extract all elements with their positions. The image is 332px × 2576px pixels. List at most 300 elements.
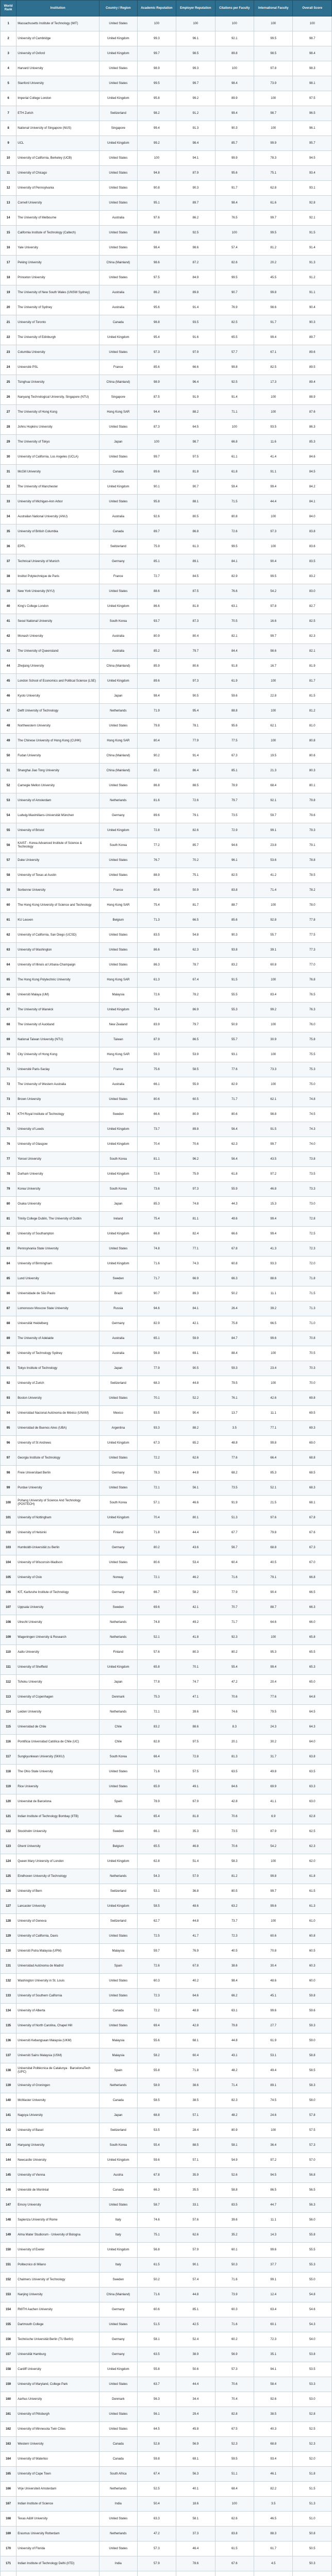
employer-reputation-cell: 93.5 <box>176 315 215 330</box>
rank-cell: 77 <box>1 1152 16 1167</box>
employer-reputation-cell: 97.5 <box>176 1735 215 1750</box>
international-faculty-cell: 87.9 <box>254 1824 293 1839</box>
country-cell: United States <box>99 853 138 868</box>
citations-cell: 67.8 <box>215 1242 254 1257</box>
citations-cell: 63.1 <box>215 2004 254 2019</box>
academic-reputation-cell: 72.6 <box>137 988 176 1003</box>
rank-cell: 31 <box>1 465 16 480</box>
table-row <box>1 958 332 973</box>
overall-score-cell: 98.4 <box>293 46 332 61</box>
citations-cell: 80.8 <box>215 510 254 524</box>
table-row <box>1 1645 332 1660</box>
overall-score-cell: 77.8 <box>293 913 332 928</box>
employer-reputation-cell: 72.8 <box>176 1750 215 1765</box>
institution-cell: Yonsei University <box>16 1152 99 1167</box>
institution-cell: University of Bristol <box>16 823 99 838</box>
country-cell: United States <box>99 868 138 883</box>
institution-cell: University of California, San Diego (UCSD) <box>16 928 99 943</box>
overall-score-cell: 92.1 <box>293 211 332 226</box>
international-faculty-cell: 99.5 <box>254 226 293 241</box>
country-cell: Japan <box>99 1675 138 1690</box>
rank-cell: 69 <box>1 1032 16 1047</box>
citations-cell: 42.8 <box>215 1794 254 1809</box>
country-cell: Argentina <box>99 1421 138 1436</box>
international-faculty-cell: 79.8 <box>254 1526 293 1540</box>
international-faculty-cell: 75.1 <box>254 166 293 181</box>
overall-score-cell <box>293 2571 332 2576</box>
academic-reputation-cell: 66.7 <box>137 1585 176 1600</box>
citations-cell: 83.8 <box>215 2527 254 2541</box>
rank-cell: 19 <box>1 285 16 300</box>
academic-reputation-cell: 52.1 <box>137 1630 176 1645</box>
overall-score-cell: 55.8 <box>293 2228 332 2243</box>
academic-reputation-cell: 55.8 <box>137 2362 176 2377</box>
table-row <box>1 465 332 480</box>
country-cell: United States <box>99 2198 138 2213</box>
citations-cell: 72.9 <box>215 823 254 838</box>
institution-cell: Duke University <box>16 853 99 868</box>
employer-reputation-cell: 36.8 <box>176 1884 215 1899</box>
country-cell: United States <box>99 196 138 211</box>
academic-reputation-cell: 99.4 <box>137 121 176 136</box>
citations-cell: 50.9 <box>215 1018 254 1032</box>
table-row <box>1 1003 332 1018</box>
overall-score-cell: 63.8 <box>293 1750 332 1765</box>
employer-reputation-cell: 40.1 <box>176 2482 215 2497</box>
overall-score-cell: 55.5 <box>293 2243 332 2258</box>
column-header: Academic Reputation <box>137 1 176 16</box>
international-faculty-cell: 99.4 <box>254 1212 293 1227</box>
rank-cell: 91 <box>1 1361 16 1376</box>
overall-score-cell: 78.0 <box>293 898 332 913</box>
academic-reputation-cell: 100 <box>137 435 176 450</box>
table-row <box>1 674 332 689</box>
country-cell: Australia <box>99 1346 138 1361</box>
citations-cell: 70.6 <box>215 2377 254 2392</box>
rank-cell: 122 <box>1 1824 16 1839</box>
international-faculty-cell: 100 <box>254 2123 293 2138</box>
table-row <box>1 405 332 420</box>
country-cell: France <box>99 569 138 584</box>
rank-cell: 113 <box>1 1690 16 1705</box>
rank-cell: 7 <box>1 106 16 121</box>
overall-score-cell: 97.5 <box>293 91 332 106</box>
academic-reputation-cell: 51.5 <box>137 2317 176 2332</box>
citations-cell: 38.6 <box>215 1959 254 1974</box>
employer-reputation-cell: 96.1 <box>176 31 215 46</box>
rank-cell: 165 <box>1 2467 16 2482</box>
institution-cell: Sapienza University of Rome <box>16 2213 99 2228</box>
rank-cell: 144 <box>1 2153 16 2168</box>
overall-score-cell: 76.8 <box>293 973 332 988</box>
citations-cell: 99.5 <box>215 539 254 554</box>
rank-cell: 94 <box>1 1406 16 1421</box>
institution-cell: Ludwig-Maximilians-Universität München <box>16 808 99 823</box>
academic-reputation-cell: 99.5 <box>137 76 176 91</box>
academic-reputation-cell: 62.7 <box>137 1914 176 1929</box>
citations-cell: 83.8 <box>215 883 254 898</box>
overall-score-cell: 54.6 <box>293 2302 332 2317</box>
employer-reputation-cell: 43.6 <box>176 1540 215 1555</box>
country-cell: New Zealand <box>99 1018 138 1032</box>
academic-reputation-cell: 66.6 <box>137 1107 176 1122</box>
employer-reputation-cell: 79.1 <box>176 808 215 823</box>
country-cell: Germany <box>99 2302 138 2317</box>
citations-cell: 71.5 <box>215 495 254 510</box>
rank-cell: 40 <box>1 599 16 614</box>
academic-reputation-cell: 92.6 <box>137 510 176 524</box>
table-row <box>1 2078 332 2093</box>
rank-cell: 133 <box>1 1989 16 2004</box>
overall-score-cell: 61.3 <box>293 1899 332 1914</box>
international-faculty-cell: 30.2 <box>254 1735 293 1750</box>
country-cell: India <box>99 1809 138 1824</box>
country-cell: United Kingdom <box>99 1854 138 1869</box>
overall-score-cell: 58.0 <box>293 2093 332 2108</box>
institution-cell: University of Cape Town <box>16 2467 99 2482</box>
overall-score-cell: 62.0 <box>293 1854 332 1869</box>
institution-cell: Sorbonne University <box>16 883 99 898</box>
table-row <box>1 1242 332 1257</box>
overall-score-cell: 98.7 <box>293 31 332 46</box>
rank-cell: 18 <box>1 270 16 285</box>
employer-reputation-cell: 44.8 <box>176 1914 215 1929</box>
table-row <box>1 1137 332 1152</box>
institution-cell: Universiti Putra Malaysia (UPM) <box>16 1944 99 1959</box>
overall-score-cell: 89.4 <box>293 375 332 390</box>
institution-cell: The University of Auckland <box>16 1018 99 1032</box>
overall-score-cell: 60.5 <box>293 1944 332 1959</box>
country-cell: United Kingdom <box>99 1660 138 1675</box>
table-row <box>1 1421 332 1436</box>
institution-cell: Universitat Politècnica de Catalunya · BarcelonaTech (UPC) <box>16 2063 99 2078</box>
table-row <box>1 1839 332 1854</box>
rank-cell <box>1 2571 16 2576</box>
citations-cell: 91.4 <box>215 390 254 405</box>
overall-score-cell: 68.3 <box>293 1481 332 1496</box>
overall-score-cell: 76.5 <box>293 988 332 1003</box>
employer-reputation-cell: 89.7 <box>176 196 215 211</box>
international-faculty-cell: 88.6 <box>254 1272 293 1286</box>
table-row <box>1 315 332 330</box>
country-cell: Netherlands <box>99 793 138 808</box>
rank-cell: 8 <box>1 121 16 136</box>
table-row <box>1 1481 332 1496</box>
country-cell: Singapore <box>99 390 138 405</box>
rank-cell: 25 <box>1 375 16 390</box>
table-row <box>1 495 332 510</box>
overall-score-cell: 77.0 <box>293 958 332 973</box>
table-row <box>1 16 332 31</box>
rank-cell: 103 <box>1 1540 16 1555</box>
international-faculty-cell: 54.2 <box>254 1839 293 1854</box>
international-faculty-cell: 99.8 <box>254 1869 293 1884</box>
table-row <box>1 1197 332 1212</box>
institution-cell: University of Oslo <box>16 1570 99 1585</box>
institution-cell: Northwestern University <box>16 719 99 734</box>
academic-reputation-cell: 94.4 <box>137 405 176 420</box>
academic-reputation-cell: 97.3 <box>137 345 176 360</box>
academic-reputation-cell: 56.9 <box>137 1346 176 1361</box>
institution-cell: University of Nottingham <box>16 1511 99 1526</box>
country-cell: South Korea <box>99 1496 138 1511</box>
overall-score-cell: 70.3 <box>293 1361 332 1376</box>
institution-cell: KIT, Karlsruhe Institute of Technology <box>16 1585 99 1600</box>
table-row <box>1 689 332 704</box>
academic-reputation-cell: 95.6 <box>137 300 176 315</box>
rank-cell: 57 <box>1 853 16 868</box>
institution-cell: Indian Institute of Science <box>16 2497 99 2512</box>
overall-score-cell: 83.6 <box>293 539 332 554</box>
country-cell: Canada <box>99 2004 138 2019</box>
citations-cell: 62.3 <box>215 1137 254 1152</box>
table-row <box>1 270 332 285</box>
table-row <box>1 1570 332 1585</box>
overall-score-cell: 57.8 <box>293 2108 332 2123</box>
table-row <box>1 2048 332 2063</box>
citations-cell: 82.5 <box>215 315 254 330</box>
international-faculty-cell: 97.2 <box>254 2153 293 2168</box>
employer-reputation-cell: 57.1 <box>176 2108 215 2123</box>
institution-cell: University of Chicago <box>16 166 99 181</box>
citations-cell: 77.6 <box>215 1062 254 1077</box>
overall-score-cell: 63.3 <box>293 1780 332 1794</box>
institution-cell: Ghent University <box>16 1839 99 1854</box>
country-cell: France <box>99 883 138 898</box>
international-faculty-cell: 12.4 <box>254 2287 293 2302</box>
employer-reputation-cell: 50.9 <box>176 883 215 898</box>
citations-cell: 99.8 <box>215 360 254 375</box>
academic-reputation-cell: 98.8 <box>137 315 176 330</box>
international-faculty-cell: 86.5 <box>254 2183 293 2198</box>
overall-score-cell: 60.8 <box>293 1929 332 1944</box>
academic-reputation-cell: 95.8 <box>137 91 176 106</box>
overall-score-cell: 75.0 <box>293 1077 332 1092</box>
overall-score-cell: 80.1 <box>293 778 332 793</box>
table-row <box>1 2123 332 2138</box>
academic-reputation-cell: 80.6 <box>137 1092 176 1107</box>
country-cell: Denmark <box>99 2392 138 2407</box>
institution-cell: University of Texas at Austin <box>16 868 99 883</box>
citations-cell: 66.6 <box>215 1227 254 1242</box>
institution-cell: Universiti Sains Malaysia (USM) <box>16 2048 99 2063</box>
international-faculty-cell: 99.4 <box>254 480 293 495</box>
academic-reputation-cell: 56.8 <box>137 2243 176 2258</box>
citations-cell: 67.6 <box>215 2556 254 2571</box>
rank-cell: 30 <box>1 450 16 465</box>
citations-cell: 59.6 <box>215 689 254 704</box>
table-row <box>1 629 332 644</box>
institution-cell: KTH Royal Institute of Technology <box>16 1107 99 1122</box>
academic-reputation-cell: 67.4 <box>137 2467 176 2482</box>
citations-cell: 94.6 <box>215 838 254 853</box>
overall-score-cell: 79.8 <box>293 793 332 808</box>
academic-reputation-cell: 90.1 <box>137 480 176 495</box>
academic-reputation-cell: 56.3 <box>137 2392 176 2407</box>
employer-reputation-cell: 80.3 <box>176 1645 215 1660</box>
institution-cell: Peking University <box>16 256 99 270</box>
institution-cell: Cardiff University <box>16 2362 99 2377</box>
employer-reputation-cell: 95.4 <box>176 704 215 719</box>
employer-reputation-cell: 42.5 <box>176 2317 215 2332</box>
rank-cell: 81 <box>1 1212 16 1227</box>
table-row <box>1 764 332 778</box>
citations-cell: 79.8 <box>215 2019 254 2033</box>
international-faculty-cell: 97.2 <box>254 1167 293 1182</box>
academic-reputation-cell: 72.1 <box>137 1570 176 1585</box>
international-faculty-cell: 45.1 <box>254 1989 293 2004</box>
table-row <box>1 1944 332 1959</box>
rank-cell: 62 <box>1 928 16 943</box>
international-faculty-cell: 4.5 <box>254 2556 293 2571</box>
academic-reputation-cell: 66.3 <box>137 2183 176 2198</box>
international-faculty-cell: 55.7 <box>254 928 293 943</box>
country-cell: South Korea <box>99 1182 138 1197</box>
overall-score-cell: 66.8 <box>293 1570 332 1585</box>
employer-reputation-cell: 58.1 <box>176 2512 215 2527</box>
country-cell: Singapore <box>99 121 138 136</box>
institution-cell: Aarhus University <box>16 2392 99 2407</box>
rank-cell: 163 <box>1 2437 16 2452</box>
rank-cell: 38 <box>1 569 16 584</box>
rank-cell: 145 <box>1 2168 16 2183</box>
rank-cell: 28 <box>1 420 16 435</box>
citations-cell: 61.1 <box>215 450 254 465</box>
employer-reputation-cell: 81.8 <box>176 465 215 480</box>
institution-cell: Utrecht University <box>16 1615 99 1630</box>
rank-cell: 67 <box>1 1003 16 1018</box>
institution-cell: California Institute of Technology (Caltech) <box>16 226 99 241</box>
table-row <box>1 1750 332 1765</box>
institution-cell: Delft University of Technology <box>16 704 99 719</box>
country-cell: United States <box>99 2377 138 2392</box>
rank-cell: 46 <box>1 689 16 704</box>
rank-cell: 23 <box>1 345 16 360</box>
overall-score-cell: 73.5 <box>293 1167 332 1182</box>
table-row <box>1 1660 332 1675</box>
country-cell: United States <box>99 1765 138 1780</box>
employer-reputation-cell: 97.5 <box>176 450 215 465</box>
academic-reputation-cell: 53.5 <box>137 2123 176 2138</box>
rank-cell: 119 <box>1 1780 16 1794</box>
citations-cell: 58.3 <box>215 1854 254 1869</box>
institution-cell: Universidad Nacional Autónoma de México (UNAM) <box>16 1406 99 1421</box>
rank-cell: 64 <box>1 958 16 973</box>
overall-score-cell: 75.8 <box>293 1032 332 1047</box>
employer-reputation-cell: 94.1 <box>176 151 215 166</box>
country-cell: United Kingdom <box>99 1511 138 1526</box>
employer-reputation-cell: 53.4 <box>176 1555 215 1570</box>
overall-score-cell: 52.8 <box>293 2407 332 2422</box>
overall-score-cell: 89.7 <box>293 330 332 345</box>
rank-cell: 124 <box>1 1854 16 1869</box>
table-row <box>1 76 332 91</box>
rank-cell: 56 <box>1 838 16 853</box>
institution-cell: University of Copenhagen <box>16 1690 99 1705</box>
country-cell: Netherlands <box>99 2482 138 2497</box>
academic-reputation-cell: 59.7 <box>137 1944 176 1959</box>
rank-cell: 20 <box>1 300 16 315</box>
overall-score-cell: 64.5 <box>293 1705 332 1720</box>
international-faculty-cell: 77.1 <box>254 1421 293 1436</box>
country-cell: Ireland <box>99 1212 138 1227</box>
country-cell: Netherlands <box>99 1869 138 1884</box>
academic-reputation-cell: 97.6 <box>137 211 176 226</box>
table-row <box>1 1600 332 1615</box>
international-faculty-cell: 100 <box>254 1854 293 1869</box>
academic-reputation-cell: 53.1 <box>137 1884 176 1899</box>
academic-reputation-cell: 86.3 <box>137 958 176 973</box>
academic-reputation-cell: 56.1 <box>137 2407 176 2422</box>
academic-reputation-cell: 99.2 <box>137 136 176 151</box>
rank-cell: 90 <box>1 1346 16 1361</box>
overall-score-cell: 81.7 <box>293 674 332 689</box>
country-cell: United States <box>99 16 138 31</box>
employer-reputation-cell: 62.6 <box>176 1451 215 1466</box>
rank-cell: 97 <box>1 1451 16 1466</box>
citations-cell: 55.3 <box>215 1003 254 1018</box>
overall-score-cell: 53.8 <box>293 2347 332 2362</box>
rank-cell: 14 <box>1 211 16 226</box>
country-cell: South Korea <box>99 614 138 629</box>
country-cell: United Kingdom <box>99 823 138 838</box>
international-faculty-cell: 40.5 <box>254 1555 293 1570</box>
institution-cell: National Taiwan University (NTU) <box>16 1032 99 1047</box>
table-row <box>1 1346 332 1361</box>
institution-cell: Stockholm University <box>16 1824 99 1839</box>
citations-cell: 83.2 <box>215 958 254 973</box>
citations-cell: 72.3 <box>215 1929 254 1944</box>
citations-cell: 99.4 <box>215 106 254 121</box>
institution-cell: Kyoto University <box>16 689 99 704</box>
rank-cell: 121 <box>1 1809 16 1824</box>
academic-reputation-cell: 88.6 <box>137 584 176 599</box>
overall-score-cell: 82.1 <box>293 644 332 659</box>
institution-cell: University of Pittsburgh <box>16 2407 99 2422</box>
table-row <box>1 524 332 539</box>
overall-score-cell: 52.3 <box>293 2437 332 2452</box>
table-row <box>1 2213 332 2228</box>
rank-cell: 106 <box>1 1585 16 1600</box>
citations-cell: 72.6 <box>215 524 254 539</box>
citations-cell: 8.3 <box>215 1720 254 1735</box>
academic-reputation-cell: 58.5 <box>137 2093 176 2108</box>
rank-cell: 142 <box>1 2123 16 2138</box>
rank-cell: 152 <box>1 2273 16 2287</box>
academic-reputation-cell: 80.2 <box>137 1540 176 1555</box>
citations-cell: 57.4 <box>215 241 254 256</box>
overall-score-cell: 80.3 <box>293 764 332 778</box>
overall-score-cell: 100 <box>293 16 332 31</box>
overall-score-cell: 55.3 <box>293 2258 332 2273</box>
citations-cell: 100 <box>215 16 254 31</box>
overall-score-cell: 51.5 <box>293 2482 332 2497</box>
table-row <box>1 2004 332 2019</box>
academic-reputation-cell: 78.9 <box>137 1794 176 1809</box>
employer-reputation-cell <box>176 2571 215 2576</box>
country-cell: United Kingdom <box>99 91 138 106</box>
employer-reputation-cell: 57.4 <box>176 2273 215 2287</box>
table-row <box>1 345 332 360</box>
institution-cell: Humboldt-Universität zu Berlin <box>16 1540 99 1555</box>
rank-cell: 86 <box>1 1286 16 1301</box>
citations-cell: 77.6 <box>215 1451 254 1466</box>
rank-cell: 2 <box>1 31 16 46</box>
institution-cell: The University of Warwick <box>16 1003 99 1018</box>
employer-reputation-cell: 49.2 <box>176 1615 215 1630</box>
rank-cell: 45 <box>1 674 16 689</box>
overall-score-cell: 74.8 <box>293 1092 332 1107</box>
